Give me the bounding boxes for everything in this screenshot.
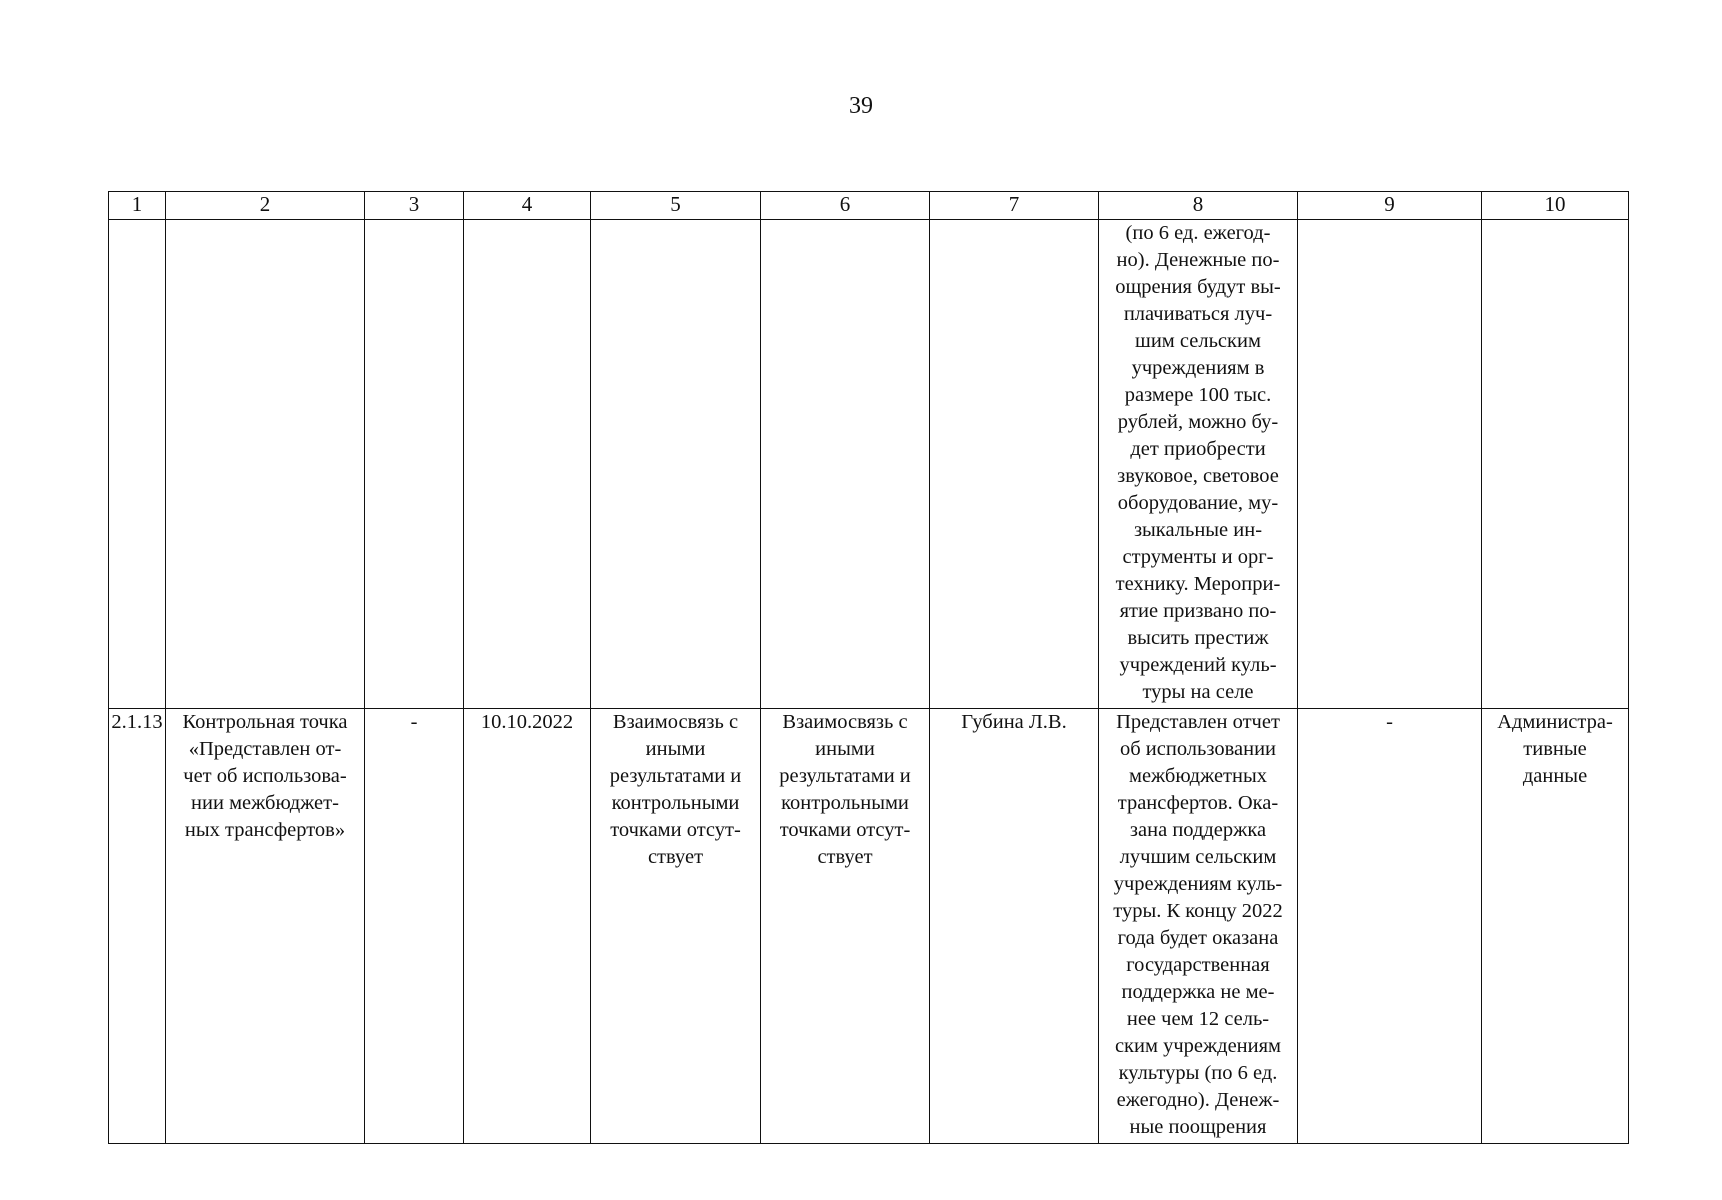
cell-empty — [761, 220, 930, 709]
cell-empty — [166, 220, 365, 709]
cell-empty — [930, 220, 1099, 709]
cell-description: Представлен отчет об использовании межбюджетных трансфертов. Ока- зана поддержка лучшим сельским учреждениям куль- туры. К концу 2022 года будет оказана государственная поддержка не ме- нее чем 12 сель- ским учреждениям культуры (по 6 ед. ежегодно). Денеж- ные поощрения — [1099, 709, 1298, 1144]
cell-col3: - — [365, 709, 464, 1144]
table-header-row — [109, 192, 1629, 220]
cell-empty — [1298, 220, 1482, 709]
document-table — [108, 191, 1629, 1144]
cell-empty — [1482, 220, 1629, 709]
cell-item-number: 2.1.13 — [109, 709, 166, 1144]
column-header-6: 6 — [761, 192, 930, 220]
table-row-continuation — [109, 220, 1629, 709]
cell-empty — [591, 220, 761, 709]
cell-responsible-person: Губина Л.В. — [930, 709, 1099, 1144]
cell-date: 10.10.2022 — [464, 709, 591, 1144]
cell-empty — [109, 220, 166, 709]
column-header-8: 8 — [1099, 192, 1298, 220]
column-header-3: 3 — [365, 192, 464, 220]
column-header-1: 1 — [109, 192, 166, 220]
column-header-4: 4 — [464, 192, 591, 220]
column-header-7: 7 — [930, 192, 1099, 220]
column-header-5: 5 — [591, 192, 761, 220]
page-number: 39 — [849, 93, 873, 119]
column-header-10: 10 — [1482, 192, 1629, 220]
column-header-9: 9 — [1298, 192, 1482, 220]
column-header-2: 2 — [166, 192, 365, 220]
cell-relation-2: Взаимосвязь с иными результатами и контрольными точками отсут- ствует — [761, 709, 930, 1144]
cell-description-continued: (по 6 ед. ежегод- но). Денежные по- ощрения будут вы- плачиваться луч- шим сельским учреждениям в размере 100 тыс. рублей, можно бу- дет приобрести звуковое, световое оборудование, му- зыкальные ин- струменты и орг- технику. Меропри- ятие призвано по- высить престиж учреждений куль- туры на селе — [1099, 220, 1298, 709]
cell-empty — [464, 220, 591, 709]
cell-empty — [365, 220, 464, 709]
cell-source: Администра- тивные данные — [1482, 709, 1629, 1144]
cell-relation-1: Взаимосвязь с иными результатами и контрольными точками отсут- ствует — [591, 709, 761, 1144]
table-row-2-1-13 — [109, 709, 1629, 1144]
cell-col9: - — [1298, 709, 1482, 1144]
cell-checkpoint-name: Контрольная точка «Представлен от- чет об использова- нии межбюджет- ных трансфертов» — [166, 709, 365, 1144]
